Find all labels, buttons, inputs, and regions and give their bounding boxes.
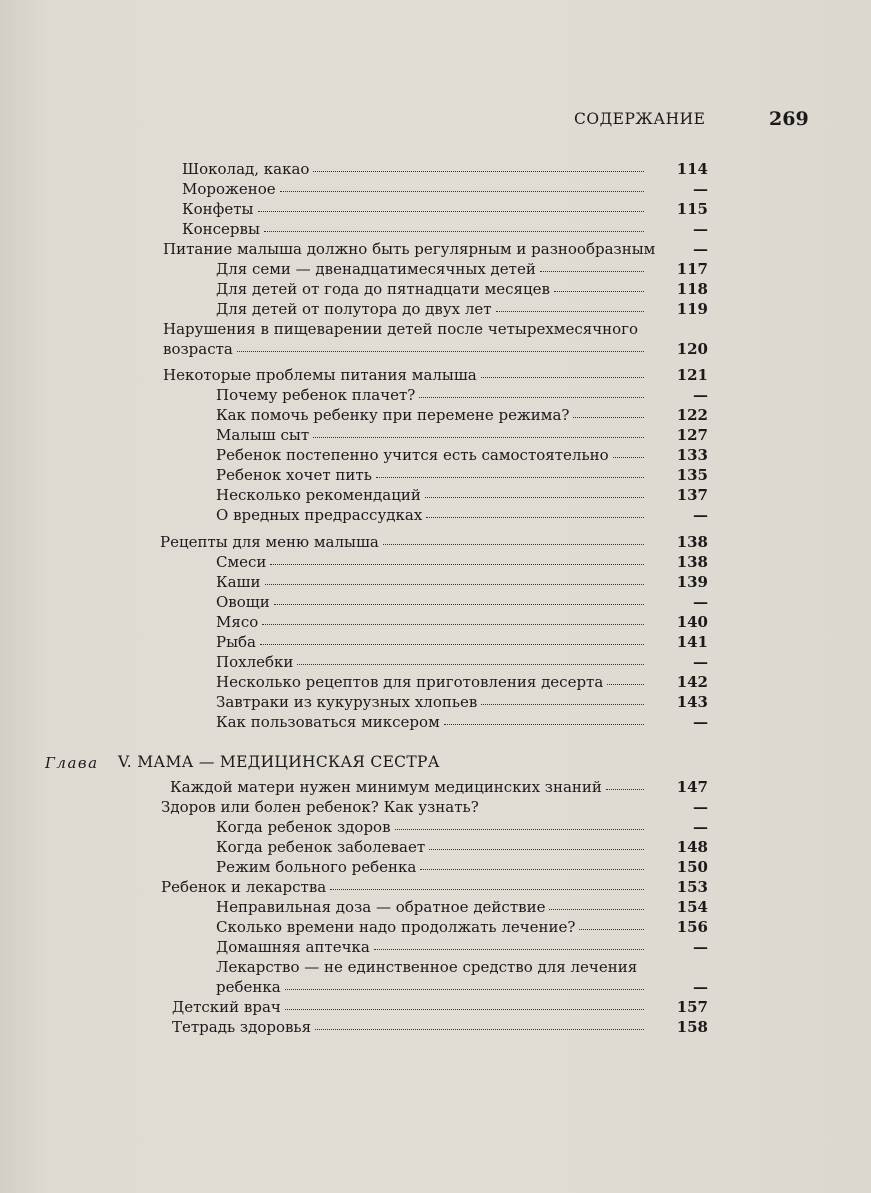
- toc-entry: Мороженое —: [182, 180, 708, 198]
- toc-entry: Некоторые проблемы питания малыша 121: [163, 366, 708, 384]
- toc-entry: Сколько времени надо продолжать лечение? 156: [216, 918, 708, 936]
- toc-entry: Неправильная доза — обратное действие 154: [216, 898, 708, 916]
- chapter-label: Глава: [45, 754, 99, 772]
- toc-entry: Как помочь ребенку при перемене режима? 122: [216, 406, 708, 424]
- chapter-title: V. МАМА — МЕДИЦИНСКАЯ СЕСТРА: [118, 753, 440, 771]
- toc-entry: Для детей от полутора до двух лет 119: [216, 300, 708, 318]
- toc-entry: Ребенок и лекарства 153: [161, 878, 708, 896]
- toc-entry: Овощи —: [216, 593, 708, 611]
- toc-entry: Домашняя аптечка —: [216, 938, 708, 956]
- toc-entry: возраста 120: [163, 340, 708, 358]
- toc-entry: Питание малыша должно быть регулярным и разнообразным —: [163, 240, 708, 258]
- toc-entry: Несколько рекомендаций 137: [216, 486, 708, 504]
- page-header: [0, 108, 871, 132]
- running-title: СОДЕРЖАНИЕ: [574, 110, 706, 128]
- toc-entry: Для детей от года до пятнадцати месяцев 118: [216, 280, 708, 298]
- toc-entry: Рыба 141: [216, 633, 708, 651]
- toc-entry: Мясо 140: [216, 613, 708, 631]
- toc-entry: Несколько рецептов для приготовления десерта 142: [216, 673, 708, 691]
- toc-entry: Когда ребенок здоров —: [216, 818, 708, 836]
- toc-entry-line: Лекарство — не единственное средство для лечения: [216, 958, 638, 976]
- toc-entry: ребенка —: [216, 978, 708, 996]
- toc-entry: Рецепты для меню малыша 138: [160, 533, 708, 551]
- toc-entry: Шоколад, какао 114: [182, 160, 708, 178]
- toc-entry: Для семи — двенадцатимесячных детей 117: [216, 260, 708, 278]
- toc-entry: Консервы —: [182, 220, 708, 238]
- toc-entry: Режим больного ребенка 150: [216, 858, 708, 876]
- toc-entry: Малыш сыт 127: [216, 426, 708, 444]
- toc-entry: Ребенок постепенно учится есть самостоятельно 133: [216, 446, 708, 464]
- toc-entry: О вредных предрассудках —: [216, 506, 708, 524]
- toc-entry: Здоров или болен ребенок? Как узнать? —: [161, 798, 708, 816]
- page-number: 269: [769, 108, 809, 130]
- toc-entry: Завтраки из кукурузных хлопьев 143: [216, 693, 708, 711]
- toc-entry: Похлебки —: [216, 653, 708, 671]
- toc-entry: Когда ребенок заболевает 148: [216, 838, 708, 856]
- toc-entry: Тетрадь здоровья 158: [172, 1018, 708, 1036]
- toc-entry-line: Нарушения в пищеварении детей после четырехмесячного: [163, 320, 639, 338]
- toc-entry: Как пользоваться миксером —: [216, 713, 708, 731]
- toc-entry: Каши 139: [216, 573, 708, 591]
- toc-entry: Детский врач 157: [172, 998, 708, 1016]
- toc-entry: Ребенок хочет пить 135: [216, 466, 708, 484]
- toc-entry: Каждой матери нужен минимум медицинских знаний 147: [170, 778, 708, 796]
- toc-entry: Смеси 138: [216, 553, 708, 571]
- toc-entry: Конфеты 115: [182, 200, 708, 218]
- toc-entry: Почему ребенок плачет? —: [216, 386, 708, 404]
